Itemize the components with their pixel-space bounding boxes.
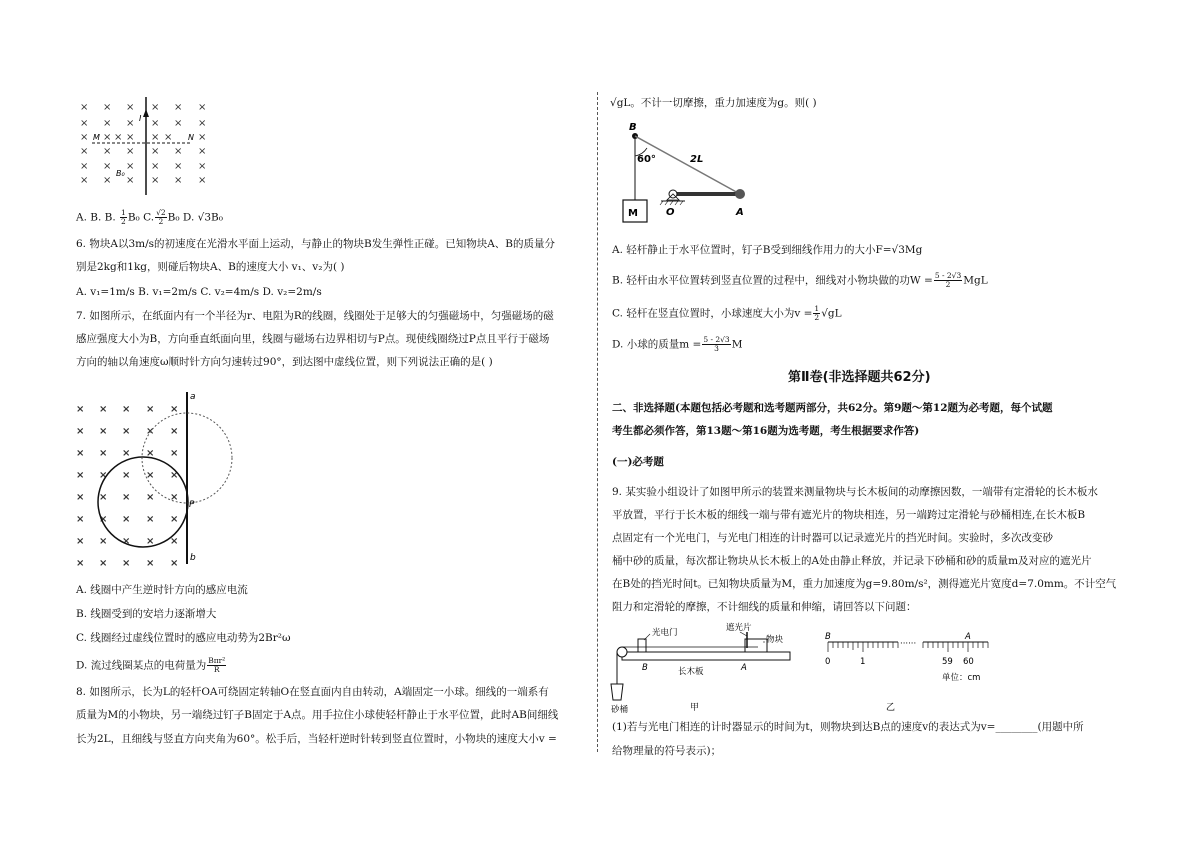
svg-text:×: ×	[170, 514, 179, 525]
svg-text:×: ×	[99, 492, 108, 503]
svg-text:×: ×	[174, 102, 183, 113]
svg-text:×: ×	[126, 102, 135, 113]
svg-text:×: ×	[170, 448, 179, 459]
ruler-dots: ······	[900, 639, 917, 649]
figure-rod-pulley	[615, 118, 765, 228]
q6-options: A. v₁=1m/s B. v₁=2m/s C. v₂=4m/s D. v₂=2m/s	[76, 286, 322, 298]
figure-ruler-yi	[818, 628, 998, 714]
ruler-label-B: B	[825, 632, 831, 642]
label-shutter: 遮光片	[726, 623, 752, 633]
svg-text:×: ×	[122, 536, 131, 547]
svg-text:×: ×	[80, 118, 89, 129]
svg-text:×: ×	[174, 175, 183, 186]
svg-text:×: ×	[126, 118, 135, 129]
q7-line3: 方向的轴以角速度ω顺时针方向匀速转过90°，到达图中虚线位置，则下列说法正确的是( )	[76, 356, 493, 368]
ruler-tick-1: 1	[860, 657, 866, 667]
q6-line2: 别是2kg和1kg，则碰后物块A、B的速度大小 v₁、v₂为( )	[76, 261, 345, 273]
label-P: P	[189, 500, 195, 510]
svg-text:×: ×	[151, 102, 160, 113]
svg-text:×: ×	[174, 161, 183, 172]
svg-text:×: ×	[76, 404, 85, 415]
q9-line6: 阻力和定滑轮的摩擦，不计细线的质量和伸缩，请回答以下问题：	[612, 601, 917, 613]
part2-line1: 二、非选择题(本题包括必考题和选考题两部分，共62分。第9题～第12题为必考题，每个试题	[612, 402, 1053, 414]
svg-text:×: ×	[146, 558, 155, 568]
q8-line1: 8. 如图所示，长为L的轻杆OA可绕固定转轴O在竖直面内自由转动，A端固定一小球。细线的一端系有	[76, 686, 549, 698]
svg-text:×: ×	[76, 448, 85, 459]
q8-line2: 质量为M的小物块，另一端绕过钉子B固定于A点。用手拉住小球使轻杆静止于水平位置，此时AB间细线	[76, 709, 559, 721]
q7-d-frac: $\frac{\text{Bπr²}}{R}$	[208, 656, 226, 674]
ruler-unit: 单位：cm	[942, 673, 981, 683]
svg-text:×: ×	[76, 558, 85, 568]
figure-apparatus-jia	[608, 622, 798, 714]
svg-text:×: ×	[99, 448, 108, 459]
svg-text:×: ×	[146, 536, 155, 547]
figure-rotating-coil	[72, 388, 242, 568]
q8-continuation: √gL。不计一切摩擦，重力加速度为g。则( )	[610, 97, 817, 109]
required-label: (一)必考题	[612, 456, 664, 468]
svg-text:×: ×	[170, 426, 179, 437]
q5-options: A. B. B. $\frac{1}{2}$ B₀ C. $\frac{√2}{2}$ B₀ D. √3B₀	[76, 208, 223, 226]
q8-d-frac: $\frac{5 - 2√3}{3}$	[703, 335, 730, 353]
label-B: B	[629, 122, 637, 133]
svg-text:×: ×	[80, 132, 89, 143]
svg-text:×: ×	[76, 492, 85, 503]
q9-line1: 9. 某实验小组设计了如图甲所示的装置来测量物块与长木板间的动摩擦因数，一端带有定滑轮的长木板水	[612, 486, 1098, 498]
svg-text:×: ×	[103, 146, 112, 157]
label-a: a	[190, 392, 196, 402]
q8-option-b: B. 轻杆由水平位置转到竖直位置的过程中，细线对小物块做的功W = $\frac{5 - 2√3}{2}$ MgL	[612, 271, 988, 289]
q7-option-d: D. 流过线圈某点的电荷量为 $\frac{\text{Bπr²}}{R}$	[76, 656, 226, 674]
label-A: A	[736, 207, 744, 218]
svg-text:×: ×	[170, 470, 179, 481]
label-O: O	[666, 207, 675, 218]
svg-text:×: ×	[151, 118, 160, 129]
svg-text:×: ×	[170, 492, 179, 503]
svg-text:×: ×	[174, 118, 183, 129]
label-block: 物块	[766, 635, 784, 645]
q9-line4: 桶中砂的质量，每次都让物块从长木板上的A处由静止释放，并记录下砂桶和砂的质量m及对应的遮光片	[612, 555, 1092, 567]
column-divider	[597, 92, 599, 752]
ruler-tick-60: 60	[963, 657, 974, 667]
svg-text:×: ×	[126, 146, 135, 157]
svg-text:×: ×	[198, 118, 207, 129]
svg-text:×: ×	[103, 161, 112, 172]
q8-b-frac: $\frac{5 - 2√3}{2}$	[934, 271, 962, 289]
label-B: B	[642, 663, 648, 673]
label-A: A	[741, 663, 747, 673]
q7-line1: 7. 如图所示，在纸面内有一个半径为r、电阻为R的线圈，线圈处于足够大的匀强磁场中，匀强磁场的磁	[76, 310, 554, 322]
q7-option-b: B. 线圈受到的安培力逐渐增大	[76, 608, 217, 620]
svg-text:×: ×	[122, 426, 131, 437]
q9-line5: 在B处的挡光时间t。已知物块质量为M，重力加速度为g=9.80m/s²，测得遮光片宽度d=7.0mm。不计空气	[612, 578, 1117, 590]
svg-text:×: ×	[76, 470, 85, 481]
part2-line2: 考生都必须作答，第13题～第16题为选考题，考生根据要求作答)	[612, 425, 920, 437]
svg-text:×: ×	[76, 426, 85, 437]
svg-text:×: ×	[126, 161, 135, 172]
label-2L: 2L	[690, 154, 704, 165]
label-bucket: 砂桶	[611, 705, 629, 714]
caption-jia: 甲	[690, 703, 700, 713]
q9-1-line1: (1)若与光电门相连的计时器显示的时间为t，则物块到达B点的速度v的表达式为v=________(用题中所	[612, 721, 1084, 733]
q8-line3: 长为2L，且细线与竖直方向夹角为60°。松手后，当轻杆逆时针转到竖直位置时，小物块的速度大小v =	[76, 733, 557, 745]
svg-text:×: ×	[103, 102, 112, 113]
label-60deg: 60°	[637, 154, 656, 165]
q5-frac-c: $\frac{√2}{2}$	[156, 208, 166, 226]
caption-yi: 乙	[886, 703, 896, 713]
label-b: b	[190, 553, 196, 563]
svg-text:×: ×	[80, 175, 89, 186]
svg-text:×: ×	[146, 470, 155, 481]
ruler-tick-0: 0	[825, 657, 831, 667]
svg-text:×: ×	[146, 404, 155, 415]
q9-line2: 平放置，平行于长木板的细线一端与带有遮光片的物块相连，另一端跨过定滑轮与砂桶相连,在长木板B	[612, 509, 1086, 521]
svg-text:×: ×	[99, 404, 108, 415]
svg-text:×: ×	[80, 146, 89, 157]
figure-magnetic-field-wire	[76, 95, 216, 197]
q8-option-a: A. 轻杆静止于水平位置时，钉子B受到细线作用力的大小F=√3Mg	[612, 244, 923, 256]
label-B0: B₀	[116, 169, 125, 178]
svg-text:×: ×	[198, 175, 207, 186]
svg-text:×: ×	[76, 514, 85, 525]
svg-text:×: ×	[76, 536, 85, 547]
svg-text:×: ×	[198, 161, 207, 172]
label-N: N	[188, 133, 194, 142]
q9-1-line2: 给物理量的符号表示)；	[612, 745, 722, 757]
svg-text:×: ×	[99, 470, 108, 481]
svg-text:×: ×	[99, 558, 108, 568]
svg-text:×: ×	[80, 102, 89, 113]
svg-text:×: ×	[126, 175, 135, 186]
q7-line2: 感应强度大小为B，方向垂直纸面向里，线圈与磁场右边界相切与P点。现使线圈绕过P点且平行于磁场	[76, 333, 550, 345]
q9-line3: 点固定有一个光电门，与光电门相连的计时器可以记录遮光片的挡光时间。实验时，多次改变砂	[612, 532, 1053, 544]
section-title: 第Ⅱ卷(非选择题共62分)	[788, 370, 931, 385]
svg-text:×: ×	[103, 175, 112, 186]
label-M: M	[93, 133, 100, 142]
q5-frac-half: $\frac{1}{2}$	[121, 208, 126, 226]
svg-text:×: ×	[198, 102, 207, 113]
q8-option-c: C. 轻杆在竖直位置时，小球速度大小为v = $\frac{1}{2}$ √gL	[612, 304, 842, 322]
svg-text:×: ×	[99, 536, 108, 547]
svg-text:×: ×	[198, 132, 207, 143]
svg-text:×: ×	[122, 448, 131, 459]
svg-text:×: ×	[99, 426, 108, 437]
q7-option-a: A. 线圈中产生逆时针方向的感应电流	[76, 584, 248, 596]
label-I: I	[139, 114, 142, 123]
svg-text:×: ×	[103, 132, 112, 143]
svg-text:×: ×	[122, 514, 131, 525]
svg-text:×: ×	[146, 426, 155, 437]
svg-text:×: ×	[164, 132, 173, 143]
q7-option-c: C. 线圈经过虚线位置时的感应电动势为2Br²ω	[76, 632, 291, 644]
svg-text:×: ×	[146, 514, 155, 525]
svg-text:×: ×	[122, 470, 131, 481]
ruler-tick-59: 59	[942, 657, 953, 667]
svg-text:×: ×	[103, 118, 112, 129]
q6-line1: 6. 物块A以3m/s的初速度在光滑水平面上运动，与静止的物块B发生弹性正碰。已知物块A、B的质量分	[76, 238, 556, 250]
q8-c-frac: $\frac{1}{2}$	[814, 304, 820, 322]
label-photogate: 光电门	[652, 628, 678, 638]
q8-option-d: D. 小球的质量m = $\frac{5 - 2√3}{3}$ M	[612, 335, 743, 353]
svg-text:×: ×	[114, 132, 123, 143]
label-M: M	[628, 208, 638, 219]
svg-text:×: ×	[122, 404, 131, 415]
svg-text:×: ×	[151, 175, 160, 186]
label-board: 长木板	[678, 667, 704, 677]
svg-text:×: ×	[170, 558, 179, 568]
svg-text:×: ×	[151, 161, 160, 172]
svg-text:×: ×	[126, 132, 135, 143]
svg-text:×: ×	[122, 558, 131, 568]
svg-text:×: ×	[151, 132, 160, 143]
svg-text:×: ×	[122, 492, 131, 503]
svg-text:×: ×	[146, 492, 155, 503]
svg-text:×: ×	[170, 404, 179, 415]
ruler-label-A: A	[965, 632, 971, 642]
svg-text:×: ×	[170, 536, 179, 547]
svg-text:×: ×	[198, 146, 207, 157]
svg-text:×: ×	[99, 514, 108, 525]
svg-text:×: ×	[174, 146, 183, 157]
svg-text:×: ×	[80, 161, 89, 172]
svg-text:×: ×	[151, 146, 160, 157]
svg-text:×: ×	[146, 448, 155, 459]
